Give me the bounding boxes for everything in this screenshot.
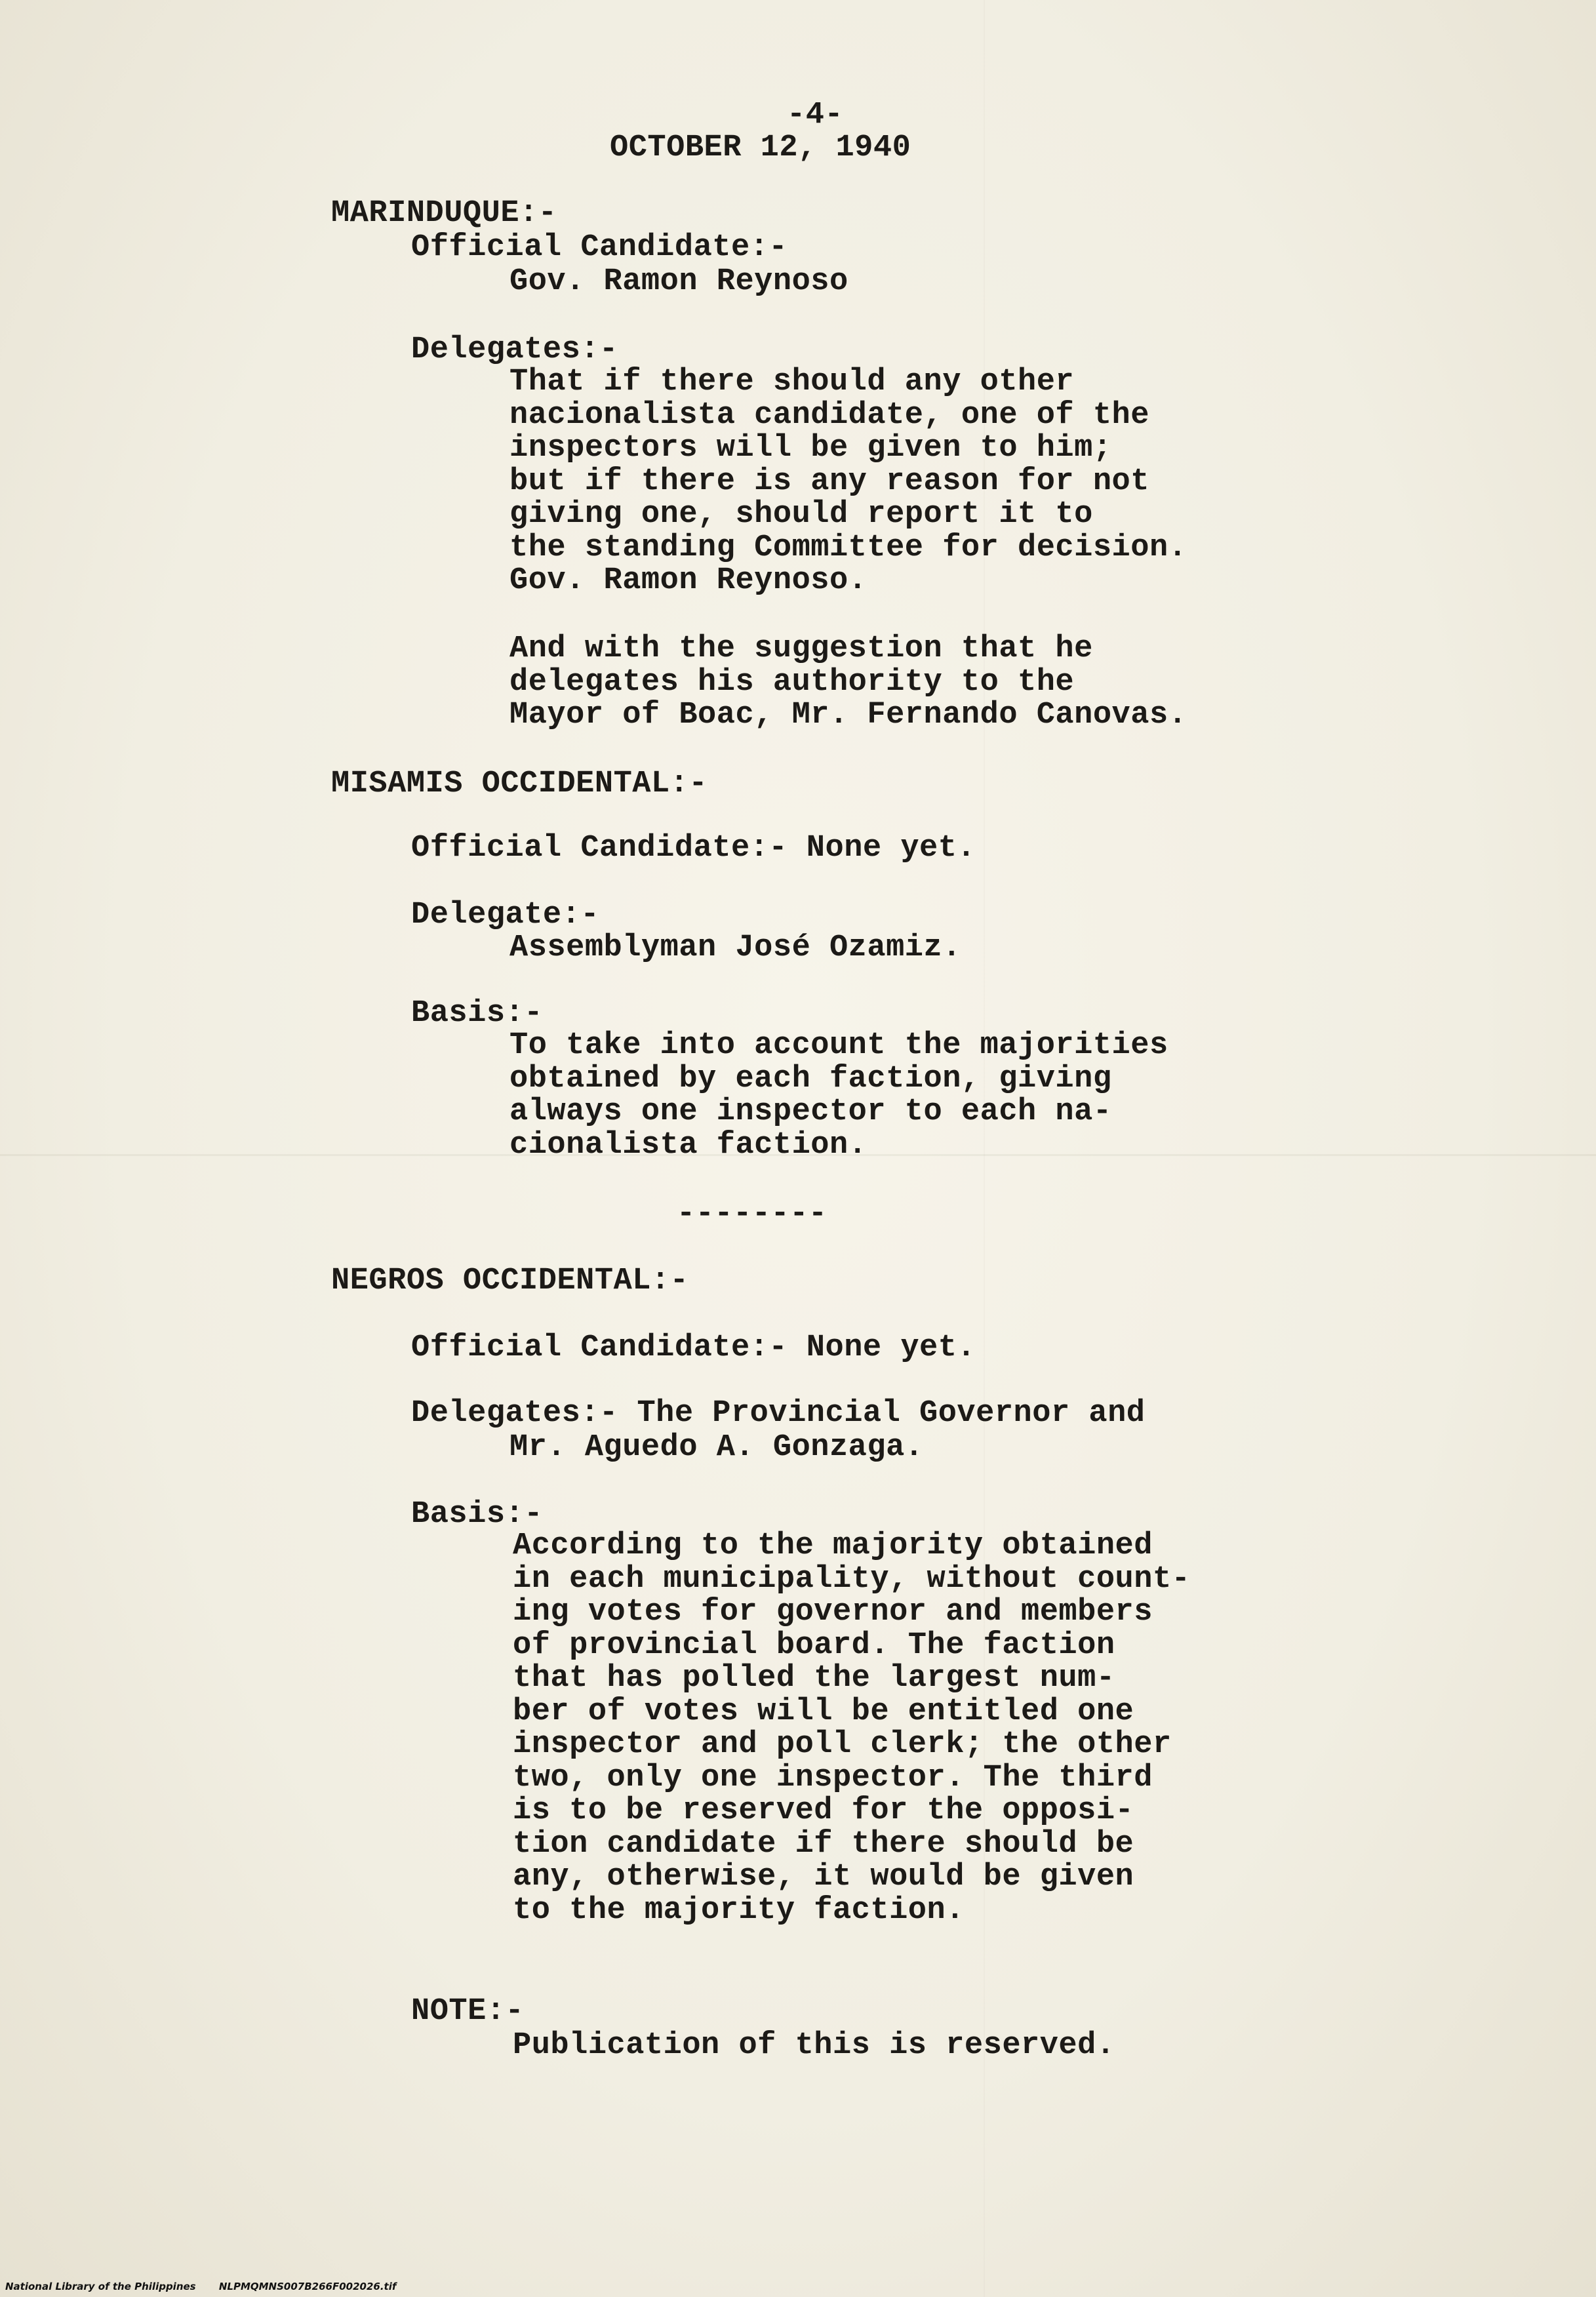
section-separator: --------	[677, 1197, 828, 1231]
marinduque-delegates-text	[509, 366, 1187, 598]
text-line: obtained by each faction, giving	[509, 1061, 1112, 1096]
text-line: inspectors will be given to him;	[509, 431, 1112, 466]
section-heading-negros: NEGROS OCCIDENTAL:-	[331, 1264, 689, 1298]
section-heading-misamis: MISAMIS OCCIDENTAL:-	[331, 767, 708, 801]
section-heading-marinduque: MARINDUQUE:-	[331, 196, 557, 231]
marinduque-suggestion-text	[509, 633, 1187, 732]
misamis-delegate-label: Delegate:-	[411, 898, 600, 932]
page-number: -4-	[787, 98, 844, 132]
text-line: Gov. Ramon Reynoso.	[509, 563, 868, 598]
text-line: ing votes for governor and members	[513, 1595, 1153, 1629]
negros-delegates-continued: Mr. Aguedo A. Gonzaga.	[509, 1430, 924, 1465]
text-line: the standing Committee for decision.	[509, 530, 1187, 565]
text-line: but if there is any reason for not	[509, 464, 1149, 499]
document-date: OCTOBER 12, 1940	[610, 130, 911, 165]
note-label: NOTE:-	[411, 1994, 525, 2029]
archive-footer	[5, 2281, 416, 2292]
text-line: nacionalista candidate, one of the	[509, 397, 1149, 433]
text-line: inspector and poll clerk; the other	[513, 1727, 1172, 1762]
text-line: tion candidate if there should be	[513, 1826, 1134, 1862]
misamis-basis-text	[509, 1029, 1168, 1162]
misamis-delegate: Assemblyman José Ozamiz.	[509, 930, 961, 965]
note-text: Publication of this is reserved.	[513, 2028, 1115, 2063]
misamis-candidate-line: Official Candidate:- None yet.	[411, 831, 976, 866]
negros-basis-label: Basis:-	[411, 1497, 543, 1532]
text-line: delegates his authority to the	[509, 664, 1075, 700]
marinduque-delegates-label: Delegates:-	[411, 332, 618, 367]
misamis-basis-label: Basis:-	[411, 996, 543, 1031]
text-line: ber of votes will be entitled one	[513, 1694, 1134, 1729]
text-line: any, otherwise, it would be given	[513, 1860, 1134, 1894]
negros-basis-text	[513, 1530, 1190, 1927]
text-line: And with the suggestion that he	[509, 631, 1093, 666]
text-line: That if there should any other	[509, 365, 1075, 399]
file-identifier: NLPMQMNS007B266F002026.tif	[218, 2281, 397, 2292]
text-line: giving one, should report it to	[509, 497, 1093, 532]
text-line: Mayor of Boac, Mr. Fernando Canovas.	[509, 698, 1187, 732]
text-line: To take into account the majorities	[509, 1028, 1168, 1063]
marinduque-candidate: Gov. Ramon Reynoso	[509, 264, 848, 299]
text-line: is to be reserved for the opposi-	[513, 1793, 1134, 1828]
text-line: According to the majority obtained	[513, 1528, 1153, 1563]
text-line: always one inspector to each na-	[509, 1094, 1112, 1129]
library-credit: National Library of the Philippines	[5, 2281, 196, 2292]
text-line: in each municipality, without count-	[513, 1561, 1191, 1597]
text-line: cionalista faction.	[509, 1127, 868, 1163]
negros-candidate-line: Official Candidate:- None yet.	[411, 1330, 976, 1365]
marinduque-candidate-label: Official Candidate:-	[411, 230, 788, 265]
text-line: that has polled the largest num-	[513, 1661, 1115, 1696]
text-line: two, only one inspector. The third	[513, 1760, 1153, 1795]
negros-delegates-line: Delegates:- The Provincial Governor and	[411, 1396, 1146, 1431]
text-line: to the majority faction.	[513, 1892, 965, 1928]
text-line: of provincial board. The faction	[513, 1628, 1115, 1663]
